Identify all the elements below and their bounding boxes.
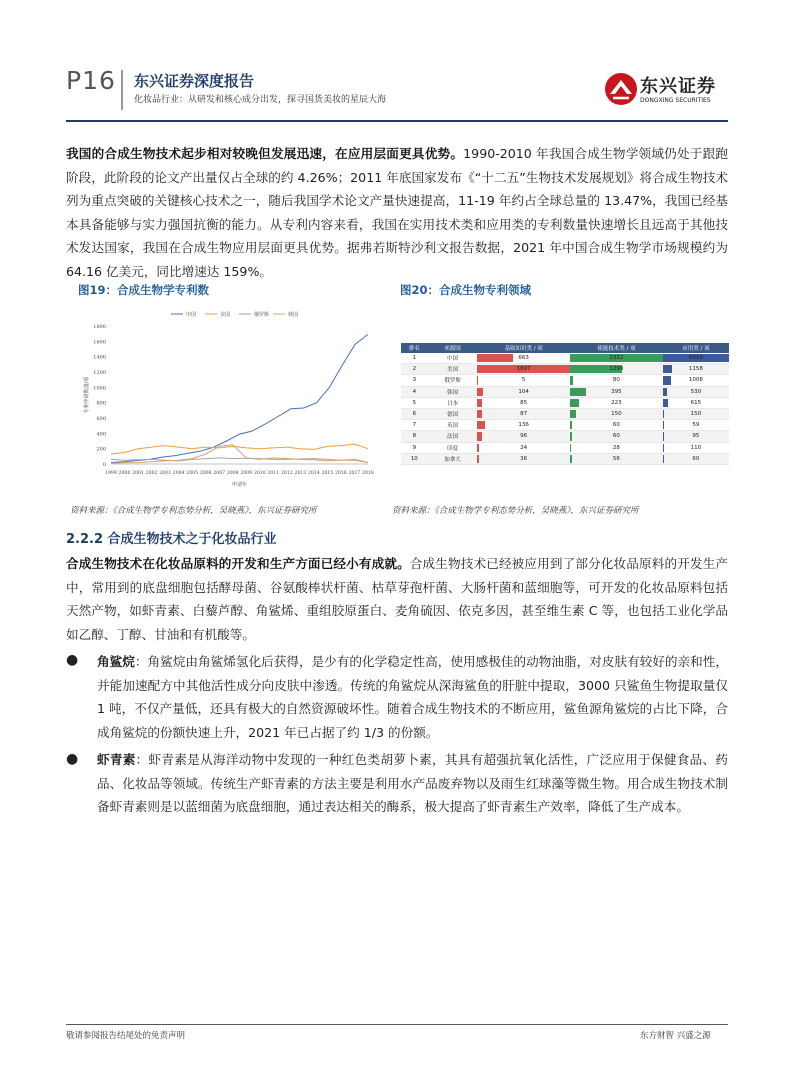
x-tick-label: 2015 [321,471,334,476]
y-tick-label: 1800 [93,324,106,330]
x-tick-label: 2009 [240,471,253,476]
cell-bar-enabling [570,421,572,429]
bullet-astaxanthin [97,748,728,819]
cell-bar-basic [477,354,513,362]
patent-field-table [401,343,729,465]
cell-value: 615 [690,399,702,406]
cell-bar-enabling [570,399,579,407]
col-enabling: 使能技术类 / 项 [570,343,663,353]
y-tick-label: 1600 [93,339,106,346]
cell-app [663,431,729,442]
cell-enabling [570,364,663,375]
cell-basic [477,386,570,397]
x-tick-label: 2010 [253,471,266,476]
bullet-squalane-title: 角鲨烷 [97,654,135,669]
logo-mark-icon [604,72,638,106]
cell-bar-app [663,432,664,440]
cell-value: 104 [518,388,529,395]
cell-enabling [570,386,663,397]
cell-rank: 9 [401,442,428,453]
x-tick-label: 1999 [105,471,117,476]
cell-value: 223 [611,399,622,406]
x-tick-label: 2014 [308,471,320,476]
x-axis-label: 申请年 [231,482,248,488]
cell-bar-basic [477,444,478,452]
cell-rank: 1 [401,353,428,364]
cell-value: 80 [612,377,620,384]
cell-value: 96 [520,433,528,440]
page-number: P16 [66,66,116,95]
cell-value: 87 [520,411,528,418]
footer-disclaimer: 敬请参阅报告结尾处的免责声明 [66,1031,186,1041]
cell-app [663,364,729,375]
cell-rank: 2 [401,364,428,375]
logo-text-en: DONGXING SECURITIES [640,97,711,104]
x-tick-label: 2008 [226,471,239,476]
intro-paragraph [66,142,728,283]
legend-label: 中国 [186,312,197,318]
x-tick-label: 2002 [145,471,158,476]
cell-bar-basic [477,421,484,429]
col-application: 应用类 / 项 [663,343,729,353]
intro-text: 1990-2010 年我国合成生物学领域仍处于跟跑阶段，此阶段的论文产出量仅占全球的约 4.26%；2011 年底国家发布《“十二五”生物技术发展规划》将合成生物技术列为重点突破的关键核心技术之一，随后我国学术论文产量快速提高，11-19 年约占全球总量的 13.47%，我国已经基本具备能够与实力强国抗衡的能力。从专利内容来看，我国在实用技术类和应用类的专利数量快速增长且远高于其他技术发达国家，我国在合成生物应用层面更具优势。据弗若斯特沙利文报告数据，2021 年中国合成生物学市场规模约为 64.16 亿美元，同比增速达 159%。 [66,146,728,279]
y-tick-label: 0 [102,462,106,468]
cell-bar-enabling [570,432,572,440]
y-tick-label: 400 [96,431,106,438]
x-tick-label: 2003 [159,471,171,476]
cell-value: 136 [518,422,529,429]
company-logo [604,70,734,110]
x-tick-label: 2011 [267,471,280,476]
cell-basic [477,364,570,375]
cell-country: 美国 [428,364,478,375]
cell-app [663,353,729,364]
figure-19-source: 资料来源：《合成生物学专利态势分析，吴晓燕》，东兴证券研究所 [70,506,317,516]
col-basic: 基础知识类 / 项 [477,343,570,353]
cell-rank: 3 [401,375,428,386]
cell-bar-enabling [570,410,576,418]
cell-basic [477,453,570,464]
cell-bar-app [663,444,664,452]
cell-value: 59 [692,422,700,429]
cell-bar-basic [477,455,479,463]
x-tick-label: 2007 [213,471,226,476]
cell-value: 663 [518,355,529,362]
header-rule [66,120,728,122]
table-row [401,397,729,408]
table-row [401,442,729,453]
cosmetics-text: 合成生物技术已经被应用到了部分化妆品原料的开发生产中，常用到的底盘细胞包括酵母菌、谷氨酸棒状杆菌、枯草芽孢杆菌、大肠杆菌和蓝细胞等，可开发的化妆品原料包括天然产物，如虾青素、白藜芦醇、角鲨烯、重组胶原蛋白、麦角硫因、依克多因，甚至维生素 C 等，也包括工业化学品如乙醇、丁醇、甘油和有机酸等。 [66,556,729,642]
footer-rule [66,1024,728,1025]
report-subtitle: 化妆品行业：从研发和核心成分出发，探寻国货美妆的星辰大海 [134,95,387,105]
footer-slogan: 东方财智 兴盛之源 [640,1031,711,1041]
figure-19-title: 图19：合成生物学专利数 [78,283,210,297]
series-line-中国 [111,334,368,462]
bullet-squalane [97,650,728,744]
figure-20-title: 图20：合成生物专利领域 [400,283,532,297]
cell-rank: 4 [401,386,428,397]
cell-basic [477,408,570,419]
cell-bar-enabling [570,455,572,463]
cell-enabling [570,420,663,431]
table-row [401,386,729,397]
cell-country: 日本 [428,397,478,408]
report-title: 东兴证券深度报告 [134,72,255,90]
cell-bar-app [663,399,668,407]
cell-enabling [570,453,663,464]
cell-value: 395 [611,388,622,395]
cell-rank: 8 [401,431,428,442]
cell-value: 56 [612,455,620,462]
intro-lead: 我国的合成生物技术起步相对较晚但发展迅速，在应用层面更具优势。 [66,146,464,161]
table-row [401,364,729,375]
y-axis-label: 专利申请数量/项 [84,376,90,414]
cell-value: 150 [690,411,702,418]
x-tick-label: 2000 [118,471,131,476]
x-tick-label: 2012 [280,471,293,476]
cell-bar-enabling [570,388,586,396]
cell-enabling [570,431,663,442]
legend-label: 韩国 [288,312,299,318]
cell-app [663,453,729,464]
cell-bar-enabling [570,376,573,384]
y-tick-label: 1000 [93,385,106,392]
cell-bar-basic [477,399,482,407]
x-tick-label: 2004 [172,471,185,476]
cell-value: 5 [521,377,526,384]
x-tick-label: 2005 [186,471,199,476]
x-tick-label: 2016 [335,471,347,476]
cell-bar-basic [477,388,483,396]
cell-basic [477,442,570,453]
table-row [401,375,729,386]
legend-label: 美国 [220,312,231,318]
cell-bar-app [663,388,667,396]
bullet-astaxanthin-title: 虾青素 [97,752,136,767]
cell-basic [477,420,570,431]
y-tick-label: 800 [96,400,106,407]
cell-value: 24 [520,444,528,451]
cell-enabling [570,408,663,419]
cell-country: 法国 [428,431,478,442]
cell-rank: 5 [401,397,428,408]
x-tick-label: 2013 [294,471,307,476]
cell-enabling [570,375,663,386]
cell-country: 英国 [428,420,478,431]
header-divider [121,70,123,110]
bullet-dot-icon: ● [66,751,79,767]
x-tick-label: 2017 [348,471,361,476]
cell-value: 60 [612,433,620,440]
cell-basic [477,397,570,408]
x-tick-label: 2006 [199,471,212,476]
cosmetics-paragraph [66,552,728,646]
section-heading: 2.2.2 合成生物技术之于化妆品行业 [66,532,277,547]
y-tick-label: 600 [96,416,106,422]
cell-basic [477,375,570,386]
legend-label: 俄罗斯 [254,312,270,318]
cell-value: 60 [612,422,620,429]
bullet-astaxanthin-text: ：虾青素是从海洋动物中发现的一种红色类胡萝卜素，其具有超强抗氧化活性，广泛应用于保健食品、药品、化妆品等领域。传统生产虾青素的方法主要是利用水产品废弃物以及雨生红球藻等微生物。用合成生物技术制备虾青素则是以蓝细菌为底盘细胞，通过表达相关的酶系，极大提高了虾青素生产效率，降低了生产成本。 [97,752,729,814]
cell-app [663,420,729,431]
cell-rank: 10 [401,453,428,464]
cell-app [663,375,729,386]
x-tick-label: 2001 [132,471,144,476]
cell-country: 加拿大 [428,453,478,464]
cell-bar-basic [477,432,482,440]
cell-basic [477,353,570,364]
figure-20-source: 资料来源：《合成生物学专利态势分析，吴晓燕》，东兴证券研究所 [392,506,639,516]
cell-enabling [570,442,663,453]
cell-enabling [570,353,663,364]
cell-app [663,386,729,397]
y-tick-label: 200 [96,446,106,453]
cell-bar-basic [477,410,482,418]
bullet-squalane-text: ：角鲨烷由角鲨烯氢化后获得，是少有的化学稳定性高，使用感极佳的动物油脂，对皮肤有较好的亲和性，并能加速配方中其他活性成分向皮肤中渗透。传统的角鲨烷从深海鲨鱼的肝脏中提取，3000 只鲨鱼生物提取量仅 1 吨，不仅产量低，还具有极大的自然资源破坏性。随着合成生物技术的不断应用，鲨鱼源角鲨烷的占比下降，合成角鲨烷的份额快速上升，2021 年已占据了约 1/3 的份额。 [97,654,729,740]
cell-value: 8019 [688,355,703,362]
cell-value: 1158 [688,366,703,373]
x-tick-label: 2018 [362,471,374,476]
cell-value: 85 [520,399,528,406]
cell-value: 1299 [609,366,624,373]
table-row [401,431,729,442]
cell-value: 1008 [688,377,703,384]
cell-value: 60 [692,455,700,462]
cell-value: 150 [611,411,622,418]
cell-value: 36 [520,455,528,462]
cell-value: 28 [612,444,620,451]
cell-bar-app [663,365,673,373]
cell-country: 德国 [428,408,478,419]
series-line-美国 [111,444,368,454]
cell-basic [477,431,570,442]
col-country: 来源国 [428,343,478,353]
cell-enabling [570,397,663,408]
bullet-dot-icon: ● [66,652,79,668]
table-row [401,353,729,364]
table-row [401,408,729,419]
y-tick-label: 1400 [93,354,106,361]
cell-bar-app [663,410,664,418]
cell-rank: 7 [401,420,428,431]
cell-value: 2322 [609,355,624,362]
logo-text-cn: 东兴证券 [640,76,716,97]
cell-value: 95 [692,433,700,440]
cell-country: 中国 [428,353,478,364]
cell-app [663,408,729,419]
cell-bar-app [663,376,671,384]
col-rank: 排名 [401,343,428,353]
table-row [401,420,729,431]
patent-count-line-chart [66,300,386,490]
cell-bar-enabling [570,444,571,452]
cosmetics-lead: 合成生物技术在化妆品原料的开发和生产方面已经小有成就。 [66,556,410,571]
cell-value: 110 [690,444,702,451]
cell-country: 印度 [428,442,478,453]
cell-country: 俄罗斯 [428,375,478,386]
table-header-row [401,343,729,353]
cell-app [663,442,729,453]
cell-app [663,397,729,408]
cell-rank: 6 [401,408,428,419]
cell-country: 韩国 [428,386,478,397]
table-row [401,453,729,464]
cell-value: 530 [690,388,702,395]
cell-value: 1697 [516,366,531,373]
y-tick-label: 1200 [93,370,106,376]
